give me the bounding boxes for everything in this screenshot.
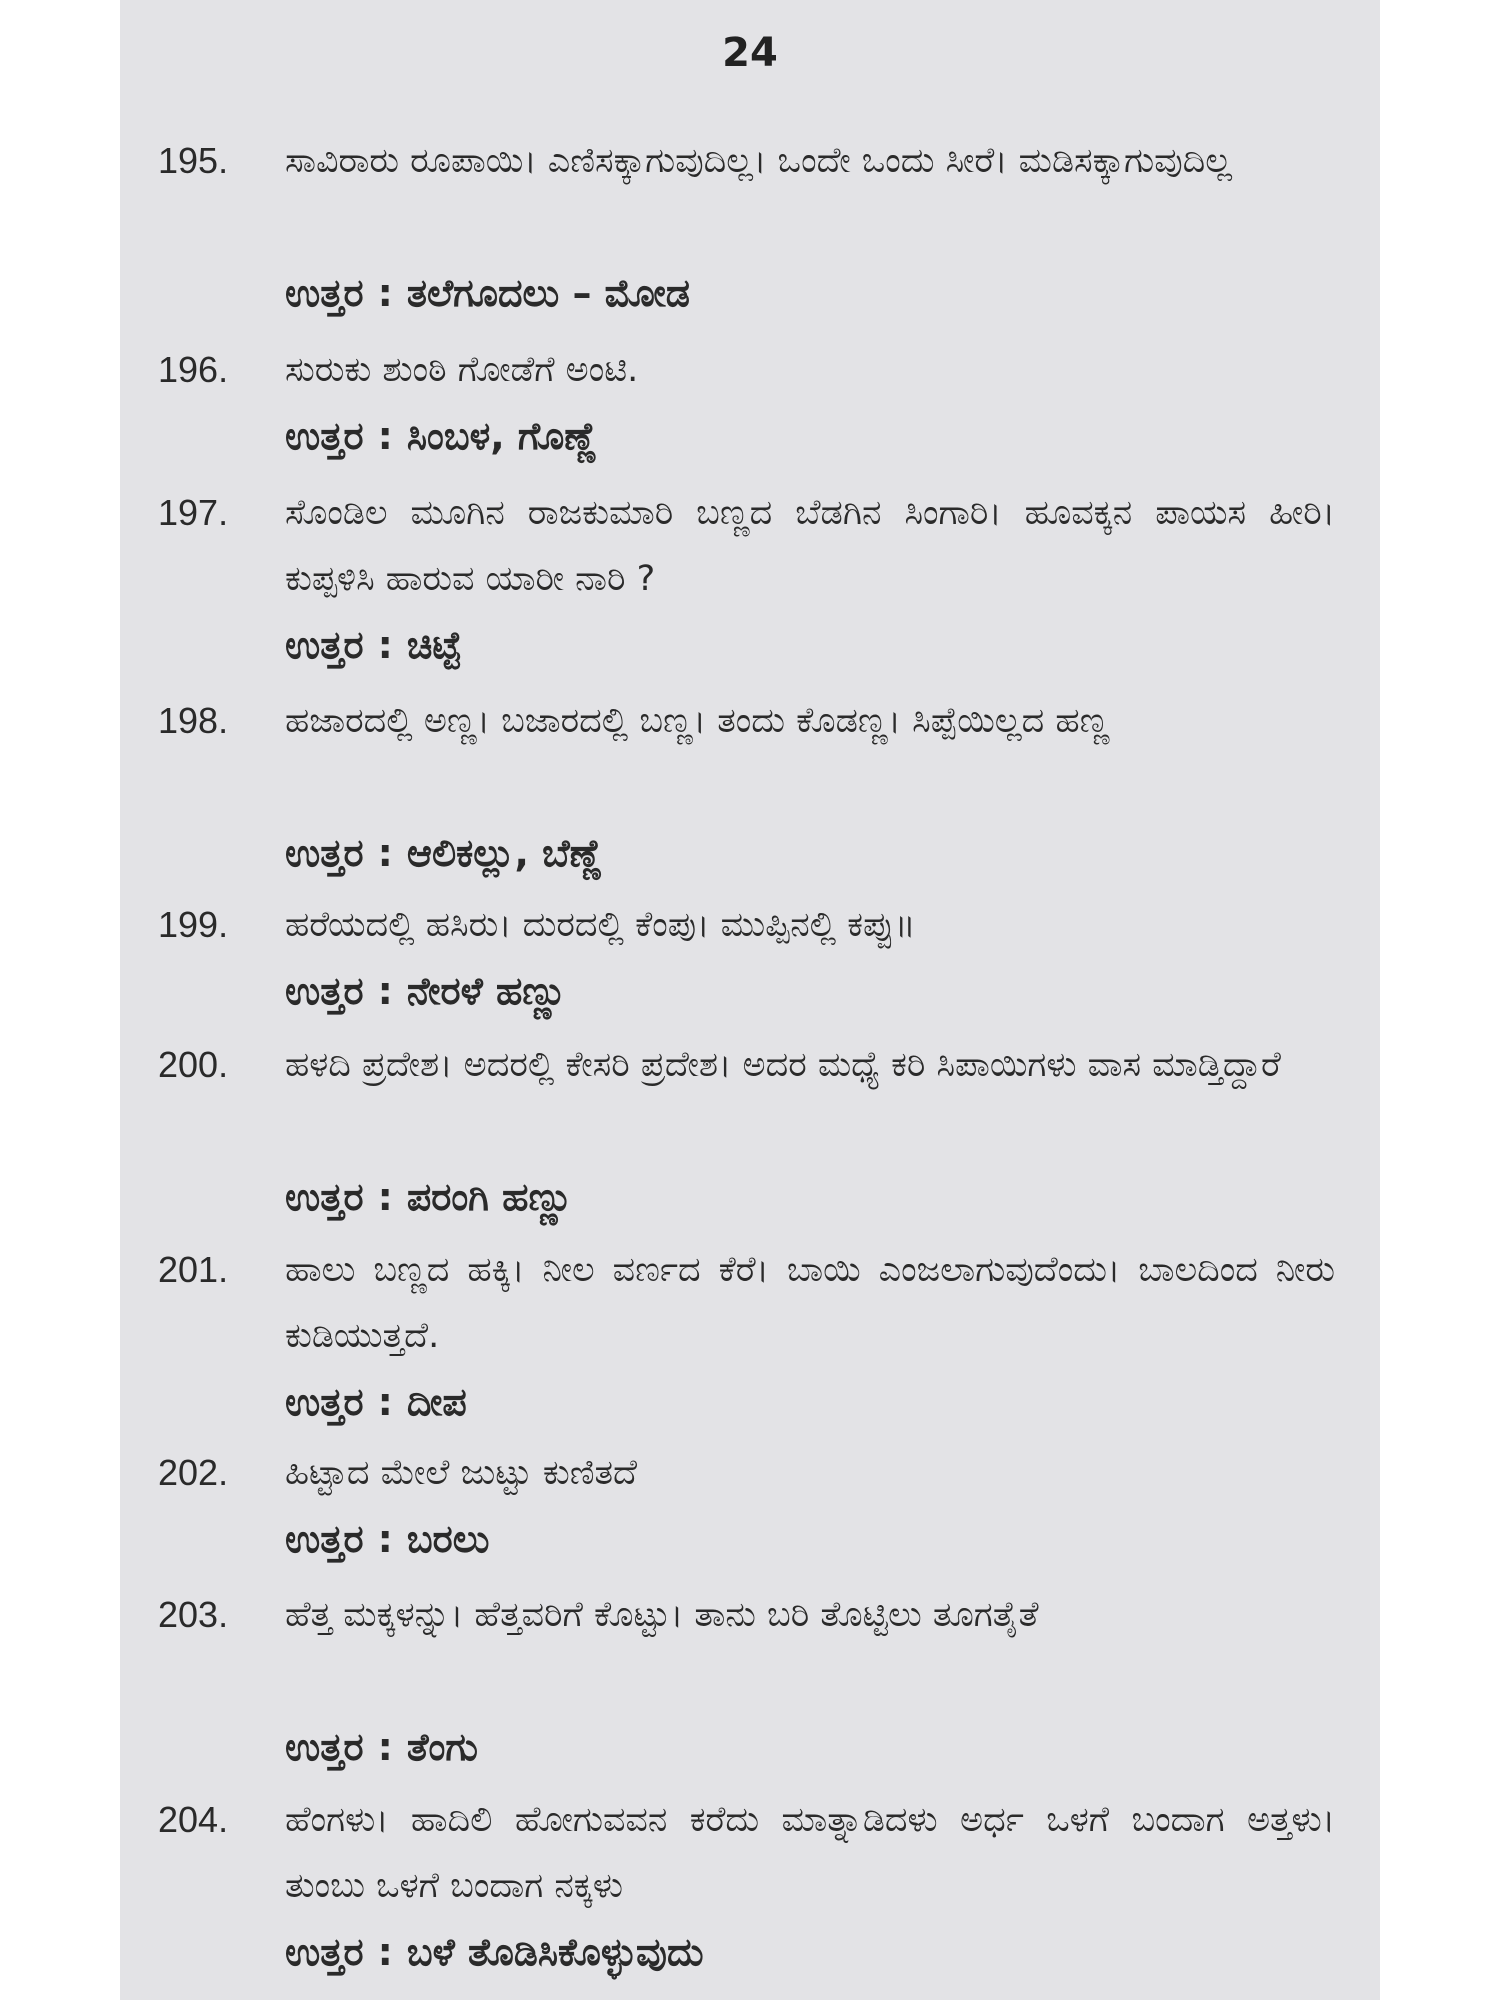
riddle-text: ಹಳದಿ ಪ್ರದೇಶ। ಅದರಲ್ಲಿ ಕೇಸರಿ ಪ್ರದೇಶ। ಅದರ ಮಧ್ಯೆ ಕರಿ ಸಿಪಾಯಿಗಳು ವಾಸ ಮಾಡ್ತಿದ್ದಾರೆ (285, 1045, 1281, 1085)
riddle-text: ಹೆತ್ತ ಮಕ್ಕಳನ್ನು। ಹೆತ್ತವರಿಗೆ ಕೊಟ್ಟು। ತಾನು ಬರಿ ತೊಟ್ಟಿಲು ತೂಗತೈತೆ (285, 1595, 1039, 1635)
answer-separator: : (377, 623, 393, 667)
answer-separator: : (377, 414, 393, 458)
riddle-answer (285, 1714, 478, 1780)
answer-text: ಪರಂಗಿ ಹಣ್ಣು (406, 1175, 573, 1219)
riddle-number: 198. (158, 700, 229, 741)
riddle-number: 196. (158, 349, 229, 390)
riddle-answer (285, 403, 597, 469)
riddle-number: 201. (158, 1249, 229, 1290)
riddle-text: ಹಿಟ್ಟಾದ ಮೇಲೆ ಜುಟ್ಟು ಕುಣಿತದೆ (285, 1453, 638, 1493)
riddle-text: ಸೊಂಡಿಲ ಮೂಗಿನ ರಾಜಕುಮಾರಿ ಬಣ್ಣದ ಬೆಡಗಿನ ಸಿಂಗಾರಿ। ಹೂವಕ್ಕನ ಪಾಯಸ ಹೀರಿ। ಕುಪ್ಪಳಿಸಿ ಹಾರುವ ಯಾರೀ ನಾರಿ ? (285, 493, 1335, 599)
riddle-number: 203. (158, 1594, 229, 1635)
riddle-answer (285, 1919, 704, 1985)
answer-separator: : (377, 1517, 393, 1561)
riddle-number: 199. (158, 904, 229, 945)
riddle-number: 204. (158, 1799, 229, 1840)
answer-label: ಉತ್ತರ (285, 1380, 364, 1424)
riddle-answer (285, 958, 567, 1024)
answer-text: ಚಿಟ್ಟೆ (406, 623, 462, 667)
riddle-text: ಸುರುಕು ಶುಂಠಿ ಗೋಡೆಗೆ ಅಂಟಿ. (285, 350, 639, 390)
answer-label: ಉತ್ತರ (285, 1517, 364, 1561)
answer-label: ಉತ್ತರ (285, 623, 364, 667)
riddle-text: ಹಜಾರದಲ್ಲಿ ಅಣ್ಣ। ಬಜಾರದಲ್ಲಿ ಬಣ್ಣ। ತಂದು ಕೊಡಣ್ಣ। ಸಿಪ್ಪೆಯಿಲ್ಲದ ಹಣ್ಣ (285, 701, 1110, 741)
answer-label: ಉತ್ತರ (285, 414, 364, 458)
riddle-number: 197. (158, 492, 229, 533)
answer-text: ತಲೆಗೂದಲು – ಮೋಡ (406, 271, 690, 315)
riddle-number: 195. (158, 140, 229, 181)
answer-separator: : (377, 969, 393, 1013)
riddle-answer (285, 1369, 467, 1435)
riddle-answer (285, 1164, 573, 1230)
riddle-answer (285, 612, 462, 678)
answer-separator: : (377, 1930, 393, 1974)
riddle-answer (285, 260, 690, 326)
riddle-answer (285, 820, 603, 886)
book-page (120, 0, 1380, 2000)
answer-text: ಸಿಂಬಳ, ಗೊಣ್ಣೆ (406, 414, 598, 458)
answer-text: ಬರಲು (406, 1517, 490, 1561)
answer-text: ದೀಪ (406, 1380, 467, 1424)
answer-separator: : (377, 831, 393, 875)
answer-label: ಉತ್ತರ (285, 271, 364, 315)
riddle-text: ಹಾಲು ಬಣ್ಣದ ಹಕ್ಕಿ। ನೀಲ ವರ್ಣದ ಕೆರೆ। ಬಾಯಿ ಎಂಜಲಾಗುವುದೆಂದು। ಬಾಲದಿಂದ ನೀರು ಕುಡಿಯುತ್ತದೆ. (285, 1250, 1335, 1356)
answer-text: ಆಲಿಕಲ್ಲು, ಬೆಣ್ಣೆ (406, 831, 603, 875)
riddle-text: ಹರೆಯದಲ್ಲಿ ಹಸಿರು। ದುರದಲ್ಲಿ ಕೆಂಪು। ಮುಪ್ಪಿನಲ್ಲಿ ಕಪ್ಪು॥ (285, 905, 916, 945)
answer-text: ತೆಂಗು (406, 1725, 479, 1769)
answer-label: ಉತ್ತರ (285, 1930, 364, 1974)
riddle-number: 202. (158, 1452, 229, 1493)
answer-text: ನೇರಳೆ ಹಣ್ಣು (406, 969, 567, 1013)
riddle-text: ಸಾವಿರಾರು ರೂಪಾಯಿ। ಎಣಿಸಕ್ಕಾಗುವುದಿಲ್ಲ। ಒಂದೇ ಒಂದು ಸೀರೆ। ಮಡಿಸಕ್ಕಾಗುವುದಿಲ್ಲ (285, 141, 1233, 181)
answer-separator: : (377, 1725, 393, 1769)
answer-separator: : (377, 1175, 393, 1219)
page-number: 24 (722, 30, 778, 76)
riddle-number: 200. (158, 1044, 229, 1085)
answer-label: ಉತ್ತರ (285, 1725, 364, 1769)
answer-separator: : (377, 1380, 393, 1424)
answer-text: ಬಳೆ ತೊಡಿಸಿಕೊಳ್ಳುವುದು (406, 1930, 704, 1974)
answer-label: ಉತ್ತರ (285, 831, 364, 875)
riddle-answer (285, 1506, 489, 1572)
answer-separator: : (377, 271, 393, 315)
riddle-text: ಹೆಂಗಳು। ಹಾದಿಲಿ ಹೋಗುವವನ ಕರೆದು ಮಾತ್ನಾಡಿದಳು ಅರ್ಧ ಒಳಗೆ ಬಂದಾಗ ಅತ್ತಳು। ತುಂಬು ಒಳಗೆ ಬಂದಾಗ ನಕ್ಕಳು (285, 1800, 1335, 1906)
answer-label: ಉತ್ತರ (285, 969, 364, 1013)
answer-label: ಉತ್ತರ (285, 1175, 364, 1219)
